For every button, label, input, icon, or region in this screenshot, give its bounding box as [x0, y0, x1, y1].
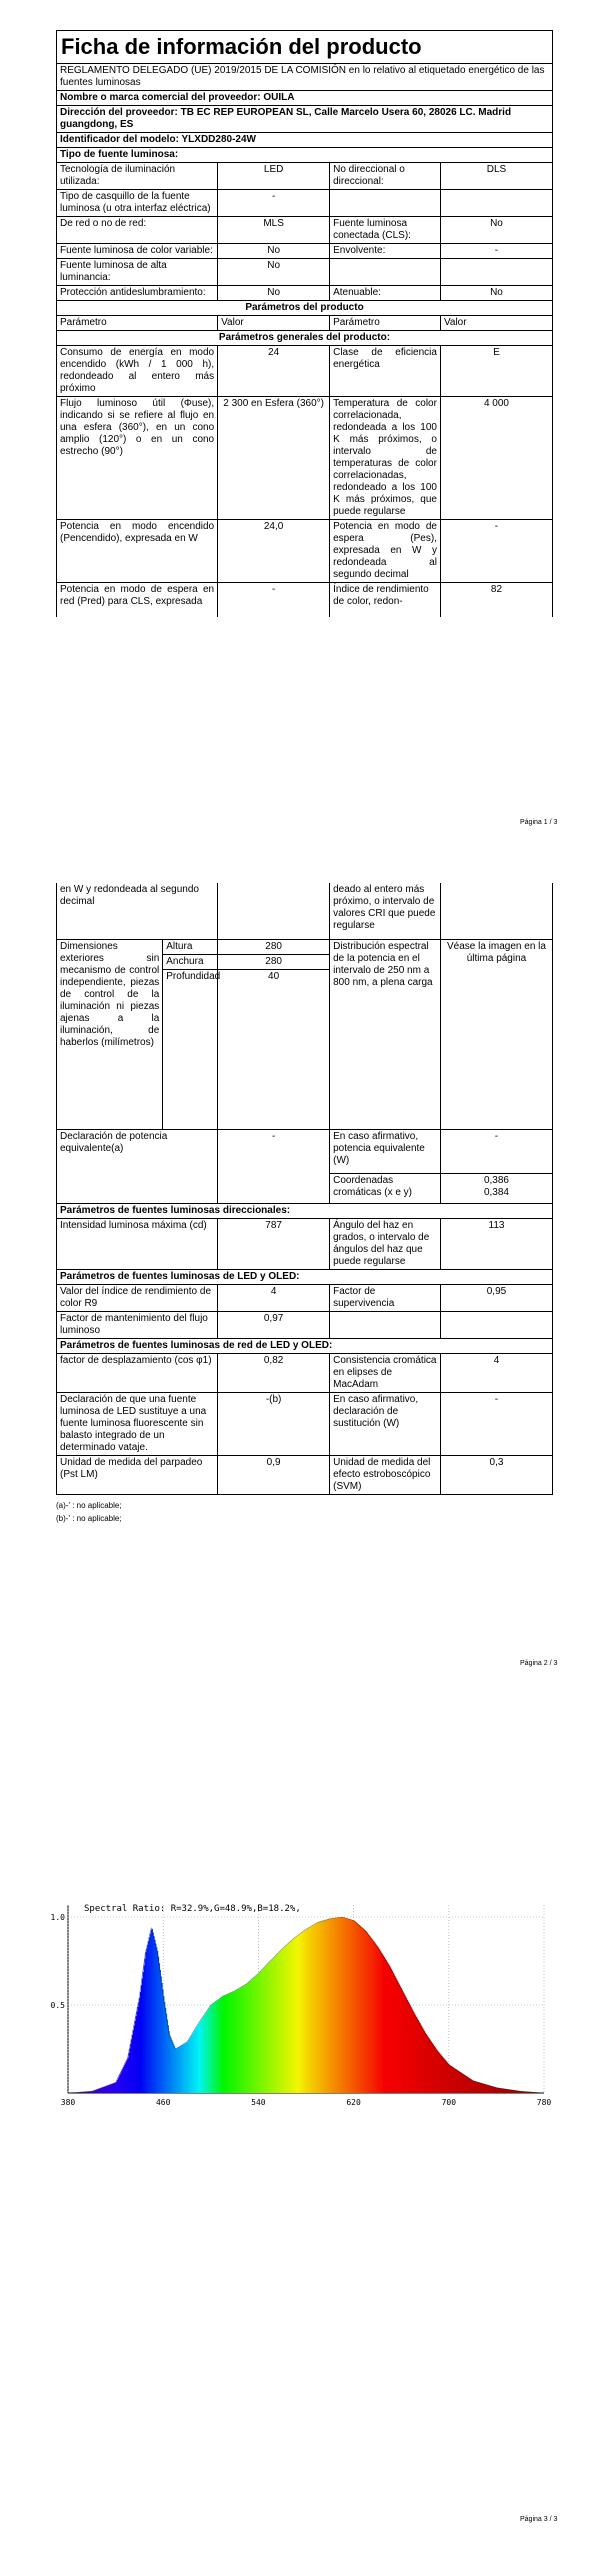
type-value-left: LED [218, 163, 330, 190]
led-value-right: 0,95 [440, 1284, 552, 1311]
led-value-left: 4 [218, 1284, 330, 1311]
type-label-left: Fuente luminosa de alta luminancia: [57, 259, 218, 286]
general-value-left: 2 300 en Esfera (360°) [218, 397, 330, 520]
led-row [57, 1311, 553, 1338]
depth-label: Profundidad [163, 969, 218, 1129]
led-label-left: Valor del índice de rendimiento de color R9 [57, 1284, 218, 1311]
led-value-right [440, 1311, 552, 1338]
footnote-b: (b)-' : no aplicable; [56, 1513, 122, 1523]
general-label-left: Consumo de energía en modo encendido (kWh / 1 000 h), redondeado al entero más próximo [57, 346, 218, 397]
type-label-right: No direccional o direccional: [330, 163, 441, 190]
mains-label-left: factor de desplazamiento (cos φ1) [57, 1353, 218, 1392]
type-row [57, 244, 553, 259]
led-label-right [330, 1311, 441, 1338]
spectral-distribution-value: Véase la imagen en la última página [440, 939, 552, 1129]
mains-value-left: 0,82 [218, 1353, 330, 1392]
height-label: Altura [163, 939, 218, 954]
led-label-right: Factor de supervivencia [330, 1284, 441, 1311]
general-value-right: E [440, 346, 552, 397]
type-value-right: No [440, 217, 552, 244]
mains-row [57, 1392, 553, 1455]
general-rows [57, 346, 553, 583]
type-label-left: Fuente luminosa de color variable: [57, 244, 218, 259]
param-col-header: Parámetro [57, 316, 218, 331]
product-info-table-part2 [56, 883, 553, 1495]
general-label-right: Clase de eficiencia energética [330, 346, 441, 397]
type-label-right: Fuente luminosa conectada (CLS): [330, 217, 441, 244]
x-tick-label: 380 [60, 2098, 76, 2107]
value-col-header: Valor [218, 316, 330, 331]
page-number-3: Página 3 / 3 [520, 2516, 558, 2523]
led-row [57, 1284, 553, 1311]
value-col-header: Valor [440, 316, 552, 331]
type-row [57, 163, 553, 190]
general-label-right: Temperatura de color correlacionada, redondeada a los 100 K más próximos, o intervalo de temperaturas de color correlacionadas, redondeado a los 100 K más próximos, que puede regularse [330, 397, 441, 520]
beam-angle-label: Ángulo del haz en grados, o intervalo de ángulos del haz que puede regularse [330, 1218, 441, 1269]
led-label-left: Factor de mantenimiento del flujo luminoso [57, 1311, 218, 1338]
type-value-left: - [218, 190, 330, 217]
type-label-right: Envolvente: [330, 244, 441, 259]
spectral-distribution-label: Distribución espectral de la potencia en el intervalo de 250 nm a 800 nm, a plena carga [330, 939, 441, 1129]
x-tick-label: 620 [346, 2098, 361, 2107]
supplier-name: Nombre o marca comercial del proveedor: OUILA [57, 91, 553, 106]
page-number-2: Página 2 / 3 [520, 1660, 558, 1667]
param-col-header: Parámetro [330, 316, 441, 331]
led-oled-mains-params-header: Parámetros de fuentes luminosas de red de LED y OLED: [57, 1338, 553, 1353]
split-row-label-left-cont: en W y redondeada al segundo decimal [57, 883, 218, 939]
x-tick-label: 780 [536, 2098, 552, 2107]
type-label-right: Atenuable: [330, 286, 441, 301]
y-tick-label: 0.5 [50, 2001, 65, 2010]
general-value-left: 24 [218, 346, 330, 397]
equivalent-power-yes-label: En caso afirmativo, potencia equivalente (W) [330, 1129, 441, 1173]
type-row [57, 259, 553, 286]
mains-value-left: -(b) [218, 1392, 330, 1455]
general-row [57, 346, 553, 397]
x-tick-label: 700 [441, 2098, 457, 2107]
general-value-right: - [440, 520, 552, 583]
split-row-label-right: Índice de rendimiento de color, redon- [330, 583, 441, 617]
width-value: 280 [218, 954, 330, 969]
spectrum-chart [50, 1895, 553, 2125]
type-value-left: No [218, 244, 330, 259]
model-identifier: Identificador del modelo: YLXDD280-24W [57, 133, 553, 148]
general-params-header: Parámetros generales del producto: [57, 331, 553, 346]
type-value-left: MLS [218, 217, 330, 244]
split-row-value-left: - [218, 583, 330, 617]
equivalent-power-value: - [218, 1129, 330, 1203]
footnote-a: (a)-' : no aplicable; [56, 1500, 122, 1510]
type-label-left: Tipo de casquillo de la fuente luminosa (u otra interfaz eléctrica) [57, 190, 218, 217]
mains-label-left: Unidad de medida del parpadeo (Pst LM) [57, 1455, 218, 1494]
general-label-left: Flujo luminoso útil (Φuse), indicando si se refiere al flujo en una esfera (360°), en un cono amplio (120°) o en un cono estrecho (90°) [57, 397, 218, 520]
type-value-right [440, 259, 552, 286]
general-row [57, 397, 553, 520]
chromaticity-value [440, 1173, 552, 1203]
light-source-type-header: Tipo de fuente luminosa: [57, 148, 553, 163]
page-1 [56, 30, 553, 617]
type-row [57, 217, 553, 244]
type-label-right [330, 259, 441, 286]
mains-value-right: 4 [440, 1353, 552, 1392]
page-2 [56, 883, 553, 1525]
type-value-right: DLS [440, 163, 552, 190]
x-tick-label: 460 [155, 2098, 171, 2107]
equivalent-power-yes-value: - [440, 1129, 552, 1173]
mains-rows [57, 1353, 553, 1494]
spectrum-chart-container [50, 1895, 553, 2125]
general-label-right: Potencia en modo de espera (Pes), expresada en W y redondeada al segundo decimal [330, 520, 441, 583]
type-label-left: Protección antideslumbramiento: [57, 286, 218, 301]
max-intensity-label: Intensidad luminosa máxima (cd) [57, 1218, 218, 1269]
x-tick-label: 540 [251, 2098, 266, 2107]
general-row [57, 520, 553, 583]
mains-label-right: En caso afirmativo, declaración de sustitución (W) [330, 1392, 441, 1455]
document-title: Ficha de información del producto [57, 31, 553, 64]
general-value-right: 4 000 [440, 397, 552, 520]
mains-label-right: Unidad de medida del efecto estroboscópico (SVM) [330, 1455, 441, 1494]
chromaticity-y: 0,384 [483, 1186, 509, 1198]
type-label-left: Tecnología de iluminación utilizada: [57, 163, 218, 190]
type-label-right [330, 190, 441, 217]
split-row-value-right: 82 [440, 583, 552, 617]
chromaticity-x: 0,386 [483, 1174, 509, 1186]
depth-value: 40 [218, 969, 330, 1129]
mains-row [57, 1353, 553, 1392]
chromaticity-label: Coordenadas cromáticas (x e y) [330, 1173, 441, 1203]
type-rows [57, 163, 553, 301]
led-rows [57, 1284, 553, 1338]
y-tick-label: 1.0 [50, 1913, 65, 1922]
page-number-1: Página 1 / 3 [520, 819, 558, 826]
split-row-label-left: Potencia en modo de espera en red (Pred) para CLS, expresada [57, 583, 218, 617]
supplier-address: Dirección del proveedor: TB EC REP EUROPEAN SL, Calle Marcelo Usera 60, 28026 LC. Madrid guangdong, ES [57, 106, 553, 133]
mains-value-right: - [440, 1392, 552, 1455]
product-params-header: Parámetros del producto [57, 301, 553, 316]
type-label-left: De red o no de red: [57, 217, 218, 244]
type-value-right [440, 190, 552, 217]
width-label: Anchura [163, 954, 218, 969]
product-info-table-part1 [56, 30, 553, 617]
regulation-text: REGLAMENTO DELEGADO (UE) 2019/2015 DE LA COMISIÓN en lo relativo al etiquetado energético de las fuentes luminosas [57, 64, 553, 91]
type-value-left: No [218, 259, 330, 286]
type-value-right: - [440, 244, 552, 259]
type-value-left: No [218, 286, 330, 301]
general-label-left: Potencia en modo encendido (Pencendido), expresada en W [57, 520, 218, 583]
type-row [57, 190, 553, 217]
type-row [57, 286, 553, 301]
split-row-label-right-cont: deado al entero más próximo, o intervalo de valores CRI que puede regularse [330, 883, 441, 939]
mains-value-left: 0,9 [218, 1455, 330, 1494]
led-value-left: 0,97 [218, 1311, 330, 1338]
chart-title: Spectral Ratio: R=32.9%,G=48.9%,B=18.2%, [84, 1904, 301, 1914]
type-value-right: No [440, 286, 552, 301]
height-value: 280 [218, 939, 330, 954]
max-intensity-value: 787 [218, 1218, 330, 1269]
directional-params-header: Parámetros de fuentes luminosas direccionales: [57, 1203, 553, 1218]
beam-angle-value: 113 [440, 1218, 552, 1269]
equivalent-power-label: Declaración de potencia equivalente(a) [57, 1129, 218, 1203]
led-oled-params-header: Parámetros de fuentes luminosas de LED y OLED: [57, 1269, 553, 1284]
mains-row [57, 1455, 553, 1494]
mains-label-right: Consistencia cromática en elipses de MacAdam [330, 1353, 441, 1392]
mains-label-left: Declaración de que una fuente luminosa de LED sustituye a una fuente luminosa fluorescente sin balasto integrado de un determinado vataje. [57, 1392, 218, 1455]
dimensions-label: Dimensiones exteriores sin mecanismo de control independiente, piezas de control de la iluminación ni piezas ajenas a la iluminación, de haberlos (milímetros) [57, 939, 163, 1129]
general-value-left: 24,0 [218, 520, 330, 583]
mains-value-right: 0,3 [440, 1455, 552, 1494]
